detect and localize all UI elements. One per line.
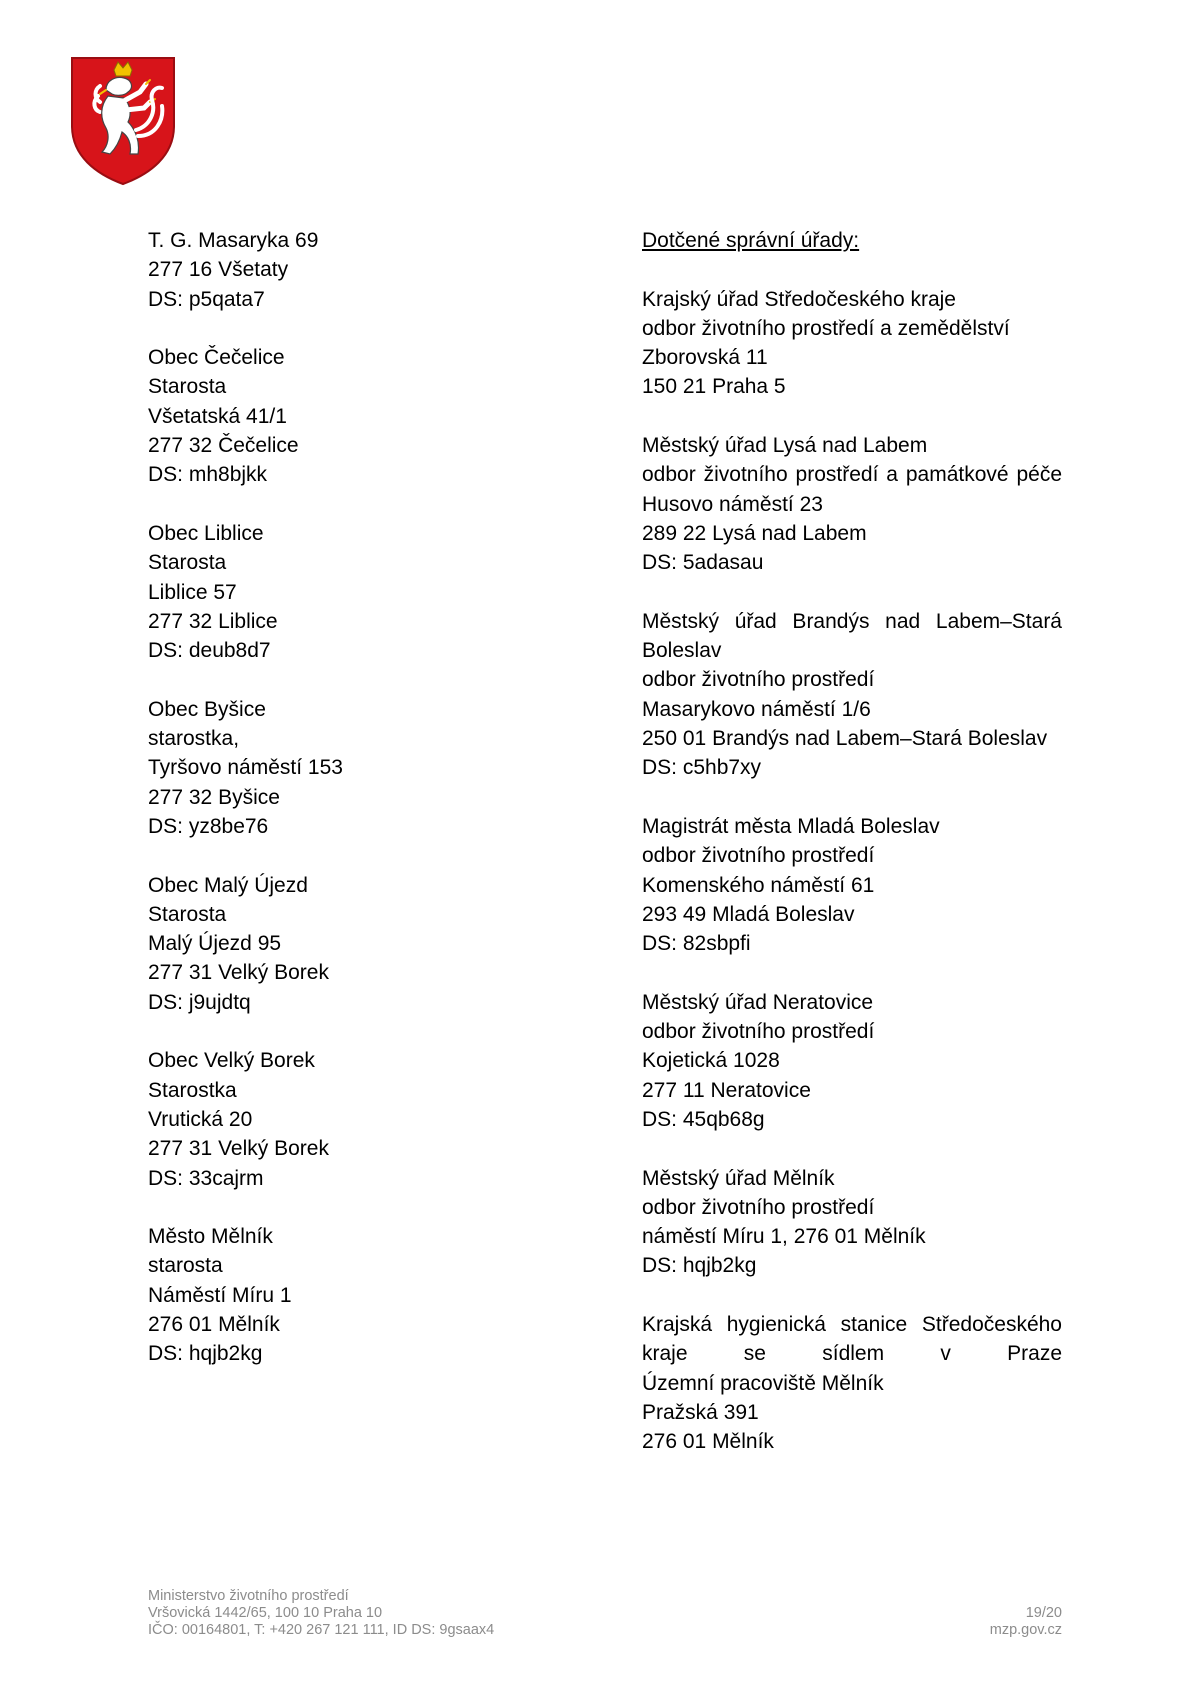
- address-line: Krajská hygienická stanice Středočeského kraje se sídlem v Praze: [642, 1312, 1062, 1366]
- address-line: Obec Čečelice: [148, 346, 285, 370]
- address-line: 277 11 Neratovice: [642, 1078, 811, 1102]
- address-block: [642, 1164, 1062, 1281]
- address-line: Pražská 391: [642, 1400, 759, 1424]
- address-line: Husovo náměstí 23: [642, 492, 823, 516]
- footer-address: Vršovická 1442/65, 100 10 Praha 10: [148, 1605, 383, 1621]
- footer-ids: IČO: 00164801, T: +420 267 121 111, ID DS: 9gsaax4: [148, 1622, 495, 1638]
- address-line: DS: 5adasau: [642, 551, 764, 575]
- address-line: 277 16 Všetaty: [148, 258, 289, 282]
- address-line: odbor životního prostředí a zemědělství: [642, 316, 1010, 340]
- address-line: 150 21 Praha 5: [642, 375, 786, 399]
- address-line: 277 32 Byšice: [148, 785, 280, 809]
- footer-organization: [148, 1588, 494, 1639]
- address-line: 277 32 Čečelice: [148, 434, 299, 458]
- address-line: Malý Újezd 95: [148, 932, 282, 956]
- address-line: starostka,: [148, 727, 240, 751]
- address-line: 277 31 Velký Borek: [148, 961, 329, 985]
- address-line: náměstí Míru 1, 276 01 Mělník: [642, 1225, 926, 1249]
- state-emblem: [70, 56, 176, 186]
- recipient-list-left: [148, 226, 588, 1398]
- address-line: odbor životního prostředí: [642, 1020, 875, 1044]
- address-block: [148, 695, 588, 841]
- address-line: 289 22 Lysá nad Labem: [642, 521, 867, 545]
- address-line: odbor životního prostředí: [642, 1195, 875, 1219]
- address-line: DS: hqjb2kg: [642, 1254, 757, 1278]
- address-line: Tyršovo náměstí 153: [148, 756, 343, 780]
- address-block: [148, 871, 588, 1017]
- address-line: Město Mělník: [148, 1225, 273, 1249]
- address-line: Zborovská 11: [642, 346, 768, 370]
- address-block: [148, 343, 588, 489]
- footer-org-name: Ministerstvo životního prostředí: [148, 1588, 349, 1604]
- address-line: DS: hqjb2kg: [148, 1342, 263, 1366]
- address-line: Masarykovo náměstí 1/6: [642, 697, 871, 721]
- address-line: Starosta: [148, 375, 227, 399]
- address-line: Obec Malý Újezd: [148, 873, 308, 897]
- address-block: [148, 226, 588, 314]
- address-line: Starosta: [148, 551, 227, 575]
- address-line: 277 32 Liblice: [148, 609, 278, 633]
- address-block: [642, 1310, 1062, 1456]
- address-line: Městský úřad Lysá nad Labem: [642, 434, 928, 458]
- address-line: Všetatská 41/1: [148, 404, 287, 428]
- address-line: DS: 33cajrm: [148, 1166, 264, 1190]
- address-line: DS: yz8be76: [148, 814, 269, 838]
- footer-website: mzp.gov.cz: [989, 1622, 1062, 1638]
- address-line: Starostka: [148, 1078, 237, 1102]
- address-line: DS: mh8bjkk: [148, 463, 268, 487]
- address-line: DS: deub8d7: [148, 639, 271, 663]
- address-line: Územní pracoviště Mělník: [642, 1371, 884, 1395]
- address-block: [642, 431, 1062, 577]
- footer-meta: [990, 1605, 1062, 1639]
- address-line: 276 01 Mělník: [148, 1312, 280, 1336]
- address-line: 250 01 Brandýs nad Labem–Stará Boleslav: [642, 727, 1048, 751]
- address-line: 277 31 Velký Borek: [148, 1137, 329, 1161]
- address-block: [148, 519, 588, 665]
- address-block: [642, 988, 1062, 1134]
- address-line: odbor životního prostředí a památkové péče: [642, 463, 1062, 487]
- address-block: [642, 285, 1062, 402]
- address-line: Vrutická 20: [148, 1107, 253, 1131]
- address-block: [148, 1222, 588, 1368]
- address-block: [642, 812, 1062, 958]
- address-line: Starosta: [148, 902, 227, 926]
- address-line: Obec Liblice: [148, 521, 264, 545]
- authority-list-right: [642, 226, 1062, 1486]
- address-line: 276 01 Mělník: [642, 1430, 774, 1454]
- address-line: T. G. Masaryka 69: [148, 229, 319, 252]
- address-line: Krajský úřad Středočeského kraje: [642, 287, 956, 311]
- address-line: DS: 45qb68g: [642, 1107, 765, 1131]
- address-line: Městský úřad Neratovice: [642, 990, 874, 1014]
- address-line: DS: p5qata7: [148, 287, 265, 311]
- address-line: 293 49 Mladá Boleslav: [642, 902, 855, 926]
- address-line: Komenského náměstí 61: [642, 873, 875, 897]
- address-line: DS: c5hb7xy: [642, 756, 762, 780]
- address-line: Obec Byšice: [148, 697, 266, 721]
- section-heading: Dotčené správní úřady:: [642, 229, 860, 252]
- address-line: Liblice 57: [148, 580, 237, 604]
- czech-lion-emblem-icon: [70, 56, 176, 186]
- address-line: Obec Velký Borek: [148, 1049, 315, 1073]
- address-line: Náměstí Míru 1: [148, 1283, 292, 1307]
- address-line: Městský úřad Brandýs nad Labem–Stará Boleslav: [642, 609, 1062, 663]
- page-number: 19/20: [1025, 1605, 1062, 1621]
- address-block: [148, 1046, 588, 1192]
- address-line: Magistrát města Mladá Boleslav: [642, 814, 940, 838]
- address-line: DS: 82sbpfi: [642, 932, 751, 956]
- address-line: Kojetická 1028: [642, 1049, 780, 1073]
- address-block: [642, 607, 1062, 783]
- address-line: Městský úřad Mělník: [642, 1166, 835, 1190]
- address-line: odbor životního prostředí: [642, 668, 875, 692]
- address-line: starosta: [148, 1254, 223, 1278]
- address-line: DS: j9ujdtq: [148, 990, 251, 1014]
- address-line: odbor životního prostředí: [642, 844, 875, 868]
